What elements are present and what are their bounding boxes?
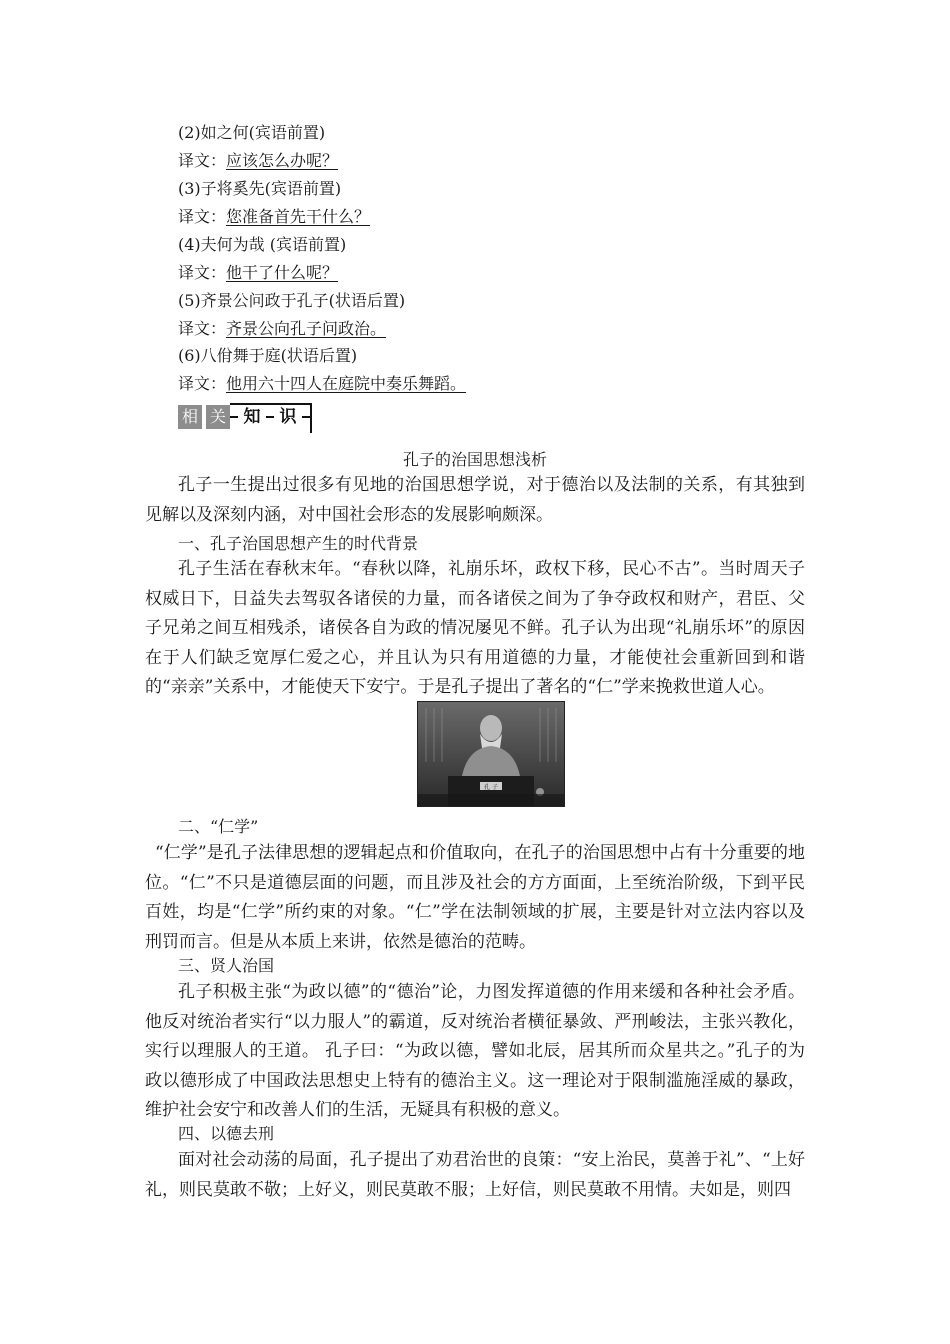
section-4-paragraph xyxy=(145,1146,805,1205)
paragraph-text: 面对社会动荡的局面，孔子提出了劝君治世的良策：“安上治民，莫善于礼”、“上好礼，则民莫敢不敬；上好义，则民莫敢不服；上好信，则民莫敢不用情。夫如是，则四 xyxy=(145,1150,805,1200)
section-1-paragraph xyxy=(145,555,805,703)
article-title: 孔子的治国思想浅析 xyxy=(402,450,547,469)
translation-label: 译文： xyxy=(178,151,227,170)
translation-label: 译文： xyxy=(178,263,227,282)
translation-label: 译文： xyxy=(178,374,227,393)
section-header-related-knowledge xyxy=(178,403,313,433)
translation-answer: 应该怎么办呢？ xyxy=(226,151,339,170)
header-char: 相 xyxy=(178,405,202,429)
item-4-translation xyxy=(178,263,338,283)
item-2-translation xyxy=(178,151,338,171)
item-3-question: (3)子将奚先(宾语前置) xyxy=(178,179,342,198)
confucius-statue-photo xyxy=(417,701,565,807)
translation-label: 译文： xyxy=(178,207,227,226)
section-heading-4: 四、以德去刑 xyxy=(178,1124,275,1143)
translation-answer: 齐景公向孔子问政治。 xyxy=(226,319,387,338)
item-3-translation xyxy=(178,207,370,227)
section-2-paragraph xyxy=(145,839,805,957)
article-intro xyxy=(145,471,805,530)
translation-answer: 您准备首先干什么？ xyxy=(226,207,371,226)
header-char: 识 xyxy=(279,407,297,427)
section-heading-1: 一、孔子治国思想产生的时代背景 xyxy=(178,534,419,553)
paragraph-text: 孔子生活在春秋末年。“春秋以降，礼崩乐坏，政权下移，民心不古”。当时周天子权威日下，日益失去驾驭各诸侯的力量，而各诸侯之间为了争夺政权和财产，君臣、父子兄弟之间互相残杀，诸侯各自为政的情况屡见不鲜。孔子认为出现“礼崩乐坏”的原因在于人们缺乏宽厚仁爱之心，并且认为只有用道德的力量，才能使社会重新回到和谐的“亲亲”关系中，才能使天下安宁。于是孔子提出了著名的“仁”学来挽救世道人心。 xyxy=(145,559,805,697)
paragraph-text: “仁学”是孔子法律思想的逻辑起点和价值取向，在孔子的治国思想中占有十分重要的地位。“仁”不只是道德层面的问题，而且涉及社会的方方面面，上至统治阶级，下到平民百姓，均是“仁学”所约束的对象。“仁”学在法制领域的扩展，主要是针对立法内容以及刑罚而言。但是从本质上来讲，依然是德治的范畴。 xyxy=(145,843,805,952)
section-heading-3: 三、贤人治国 xyxy=(178,956,275,975)
confucius-statue-image xyxy=(418,702,564,806)
header-char: 知 xyxy=(243,407,261,427)
translation-answer: 他干了什么呢？ xyxy=(226,263,339,282)
paragraph-text: 孔子一生提出过很多有见地的治国思想学说，对于德治以及法制的关系，有其独到见解以及深刻内涵，对中国社会形态的发展影响颇深。 xyxy=(145,475,805,525)
header-char: 关 xyxy=(206,405,230,429)
statue-plaque-text: 孔 子 xyxy=(484,784,498,791)
translation-label: 译文： xyxy=(178,319,227,338)
translation-answer: 他用六十四人在庭院中奏乐舞蹈。 xyxy=(226,374,467,393)
item-4-question: (4)夫何为哉 (宾语前置) xyxy=(178,235,347,254)
paragraph-text: 孔子积极主张“为政以德”的“德治”论，力图发挥道德的作用来缓和各种社会矛盾。他反对统治者实行“以力服人”的霸道，反对统治者横征暴敛、严刑峻法，主张兴教化，实行以理服人的王道。 孔子曰：“为政以德，譬如北辰，居其所而众星共之。”孔子的为政以德形成了中国政法思想史上特有的德治主义。这一理论对于限制滥施淫威的暴政，维护社会安宁和改善人们的生活，无疑具有积极的意义。 xyxy=(145,982,805,1120)
section-3-paragraph xyxy=(145,978,805,1126)
item-5-question: (5)齐景公问政于孔子(状语后置) xyxy=(178,291,406,310)
item-6-translation xyxy=(178,374,466,394)
section-heading-2: 二、“仁学” xyxy=(178,817,259,836)
item-2-question: (2)如之何(宾语前置) xyxy=(178,123,326,142)
header-frame xyxy=(230,403,312,433)
item-5-translation xyxy=(178,319,386,339)
item-6-question: (6)八佾舞于庭(状语后置) xyxy=(178,346,358,365)
